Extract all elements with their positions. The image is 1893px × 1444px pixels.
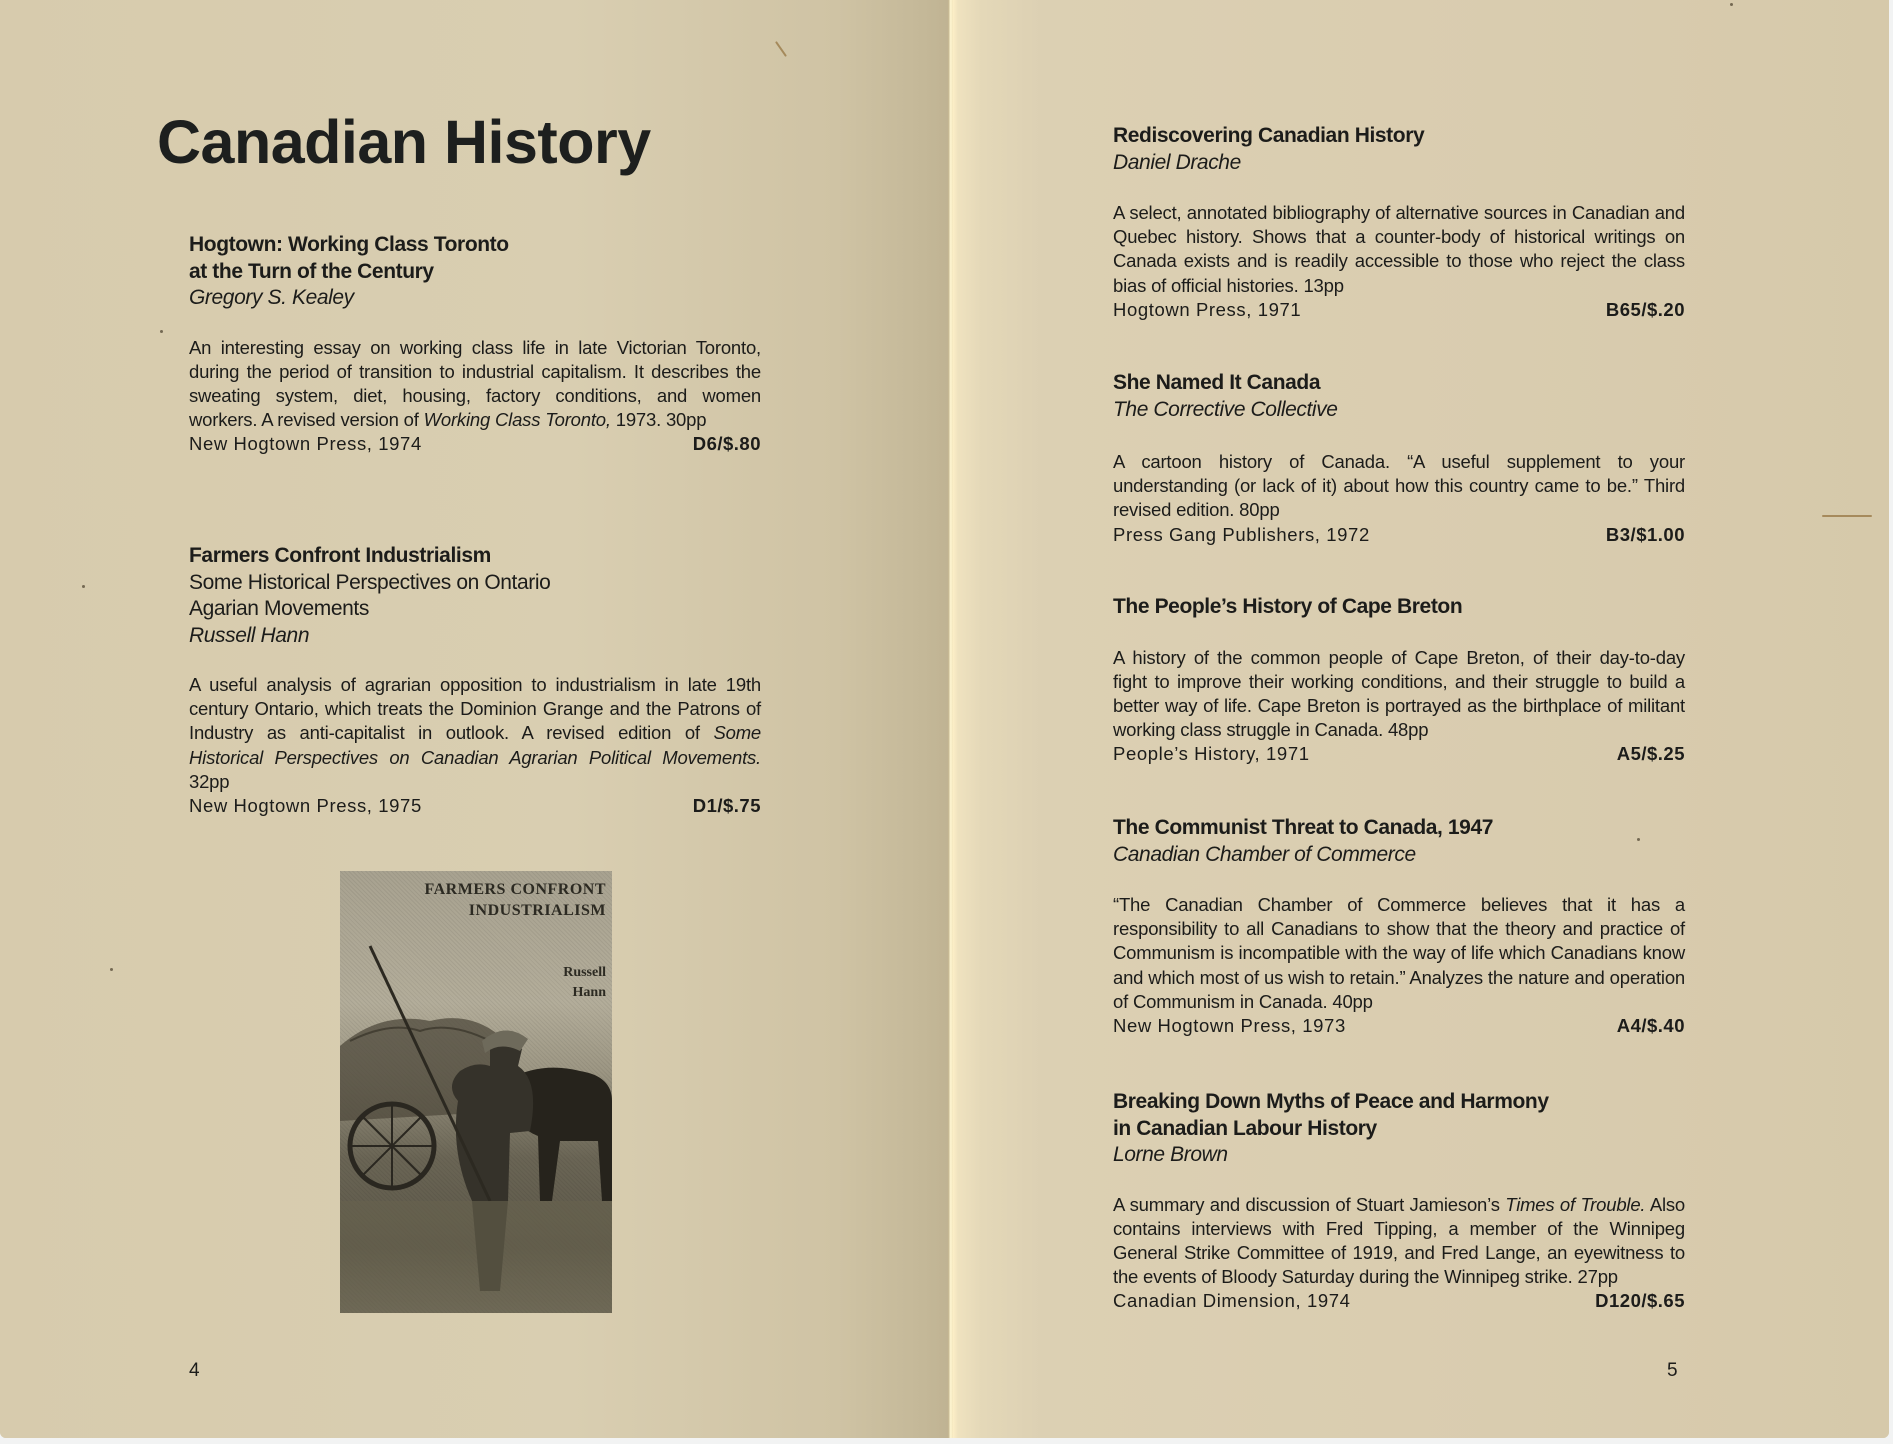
- paper-speck: [1730, 3, 1733, 6]
- description-text: Also contains interviews with Fred Tipping, a member of the Winnipeg General Strike Committee of 1919, and Fred Lange, an eyewitness to the events of Bloody Saturday during the Winnipeg strike. 27pp: [1113, 1193, 1686, 1288]
- cover-author-line: Russell: [563, 965, 606, 980]
- entry-publication-line: [189, 794, 761, 818]
- grass-field: [340, 1201, 612, 1313]
- catalog-entry: [1113, 123, 1685, 322]
- entry-title: She Named It Canada: [1113, 371, 1321, 394]
- cover-title-line: INDUSTRIALISM: [468, 902, 606, 919]
- description-text: A useful analysis of agrarian opposition to industrialism in late 19th century Ontario, which treats the Dominion Grange and the Patrons of Industry as anti-capitalist in outlook. A revised edition of: [189, 674, 761, 744]
- description-text: 1973. 30pp: [610, 409, 707, 431]
- entry-publication-line: [1113, 523, 1685, 547]
- entry-author: Russell Hann: [189, 623, 310, 647]
- wheel-spokes: [350, 1104, 434, 1188]
- entry-publisher: Press Gang Publishers, 1972: [1113, 523, 1370, 545]
- entry-publication-line: [1113, 742, 1685, 766]
- entry-description: [189, 673, 761, 794]
- entry-publisher: New Hogtown Press, 1974: [189, 433, 422, 455]
- entry-author: Gregory S. Kealey: [189, 286, 354, 309]
- catalog-entry: [1113, 370, 1685, 547]
- entry-publisher: New Hogtown Press, 1975: [189, 795, 422, 817]
- entry-code-price: A4/$.40: [1616, 1015, 1685, 1037]
- entry-title: Rediscovering Canadian History: [1113, 124, 1425, 147]
- entry-code-price: A5/$.25: [1616, 743, 1685, 765]
- entry-description: A select, annotated bibliography of alternative sources in Canadian and Quebec history. Shows that a counter-body of historical writings on Canada exists and is readily accessible to those who reject the class bias of official histories. 13pp: [1113, 202, 1685, 296]
- entry-publisher: Canadian Dimension, 1974: [1113, 1290, 1351, 1312]
- entry-publication-line: [189, 432, 761, 456]
- entry-publication-line: [1113, 1289, 1685, 1313]
- entry-title: Hogtown: Working Class Toronto: [189, 233, 509, 256]
- catalog-entry: [189, 543, 761, 818]
- entry-publication-line: [1113, 1014, 1685, 1038]
- page-number: 4: [189, 1360, 200, 1381]
- entry-publication-line: [1113, 298, 1685, 322]
- paper-speck: [110, 968, 113, 971]
- description-text: An interesting essay on working class life in late Victorian Toronto, during the period of transition to industrial capitalism. It describes the sweating system, diet, housing, factory conditions, and women workers. A revised version of: [189, 336, 761, 431]
- entry-subtitle: Some Historical Perspectives on Ontario: [189, 570, 551, 594]
- entry-author: Canadian Chamber of Commerce: [1113, 842, 1416, 866]
- paper-fiber: [1822, 515, 1872, 517]
- description-cited-title: Times of Trouble.: [1505, 1193, 1646, 1215]
- description-text: 32pp: [189, 770, 230, 792]
- cover-author: [563, 963, 606, 1003]
- entry-description: A cartoon history of Canada. “A useful supplement to your understanding (or lack of it) about how this country came to be.” Third revised edition. 80pp: [1113, 451, 1685, 521]
- entry-title: The People’s History of Cape Breton: [1113, 595, 1463, 618]
- entry-title: at the Turn of the Century: [189, 259, 434, 283]
- description-cited-title: Some Historical Perspectives on Canadian Agrarian Political Movements.: [189, 722, 761, 768]
- entry-description: [1113, 1193, 1685, 1290]
- catalog-entry: [1113, 1089, 1685, 1313]
- entry-publisher: People’s History, 1971: [1113, 743, 1310, 765]
- page-number: 5: [1667, 1360, 1678, 1381]
- entry-description: “The Canadian Chamber of Commerce believes that it has a responsibility to all Canadians to show that the theory and practice of Communism is incompatible with the way of life which Canadians know and which most of us wish to retain.” Analyzes the nature and operation of Communism in Canada. 40pp: [1113, 894, 1685, 1012]
- entry-title: Farmers Confront Industrialism: [189, 544, 491, 567]
- entry-title: in Canadian Labour History: [1113, 1116, 1377, 1140]
- entry-title: The Communist Threat to Canada, 1947: [1113, 816, 1494, 839]
- section-title: Canadian History: [157, 108, 651, 176]
- entry-description: [189, 336, 761, 433]
- cover-author-line: Hann: [572, 985, 606, 1000]
- description-cited-title: Working Class Toronto,: [423, 409, 611, 431]
- entry-description: A history of the common people of Cape Breton, of their day-to-day fight to improve their working conditions, and their struggle to build a better way of life. Cape Breton is portrayed as the birthplace of militant working class struggle in Canada. 48pp: [1113, 646, 1685, 741]
- entry-code-price: D6/$.80: [692, 433, 761, 455]
- entry-code-price: B3/$1.00: [1605, 523, 1685, 545]
- book-cover-image: [340, 871, 612, 1313]
- entry-author: Lorne Brown: [1113, 1143, 1228, 1166]
- catalog-entry: [189, 232, 761, 456]
- entry-code-price: B65/$.20: [1605, 298, 1685, 320]
- description-text: A summary and discussion of Stuart Jamieson’s: [1113, 1193, 1506, 1215]
- entry-subtitle: Agarian Movements: [189, 597, 369, 620]
- entry-code-price: D120/$.65: [1595, 1290, 1685, 1312]
- paper-fiber: [775, 41, 787, 57]
- entry-publisher: Hogtown Press, 1971: [1113, 298, 1302, 320]
- entry-publisher: New Hogtown Press, 1973: [1113, 1015, 1346, 1037]
- entry-author: The Corrective Collective: [1113, 397, 1338, 421]
- cover-title: [425, 879, 606, 921]
- catalog-entry: [1113, 815, 1685, 1038]
- entry-title: Breaking Down Myths of Peace and Harmony: [1113, 1090, 1549, 1113]
- entry-author: Daniel Drache: [1113, 150, 1241, 174]
- catalog-entry: [1113, 594, 1685, 766]
- paper-speck: [82, 585, 85, 588]
- paper-speck: [160, 330, 163, 333]
- cover-photo-illustration: [340, 871, 612, 1313]
- entry-code-price: D1/$.75: [692, 795, 761, 817]
- book-spine: [948, 0, 953, 1438]
- cover-title-line: FARMERS CONFRONT: [424, 881, 606, 898]
